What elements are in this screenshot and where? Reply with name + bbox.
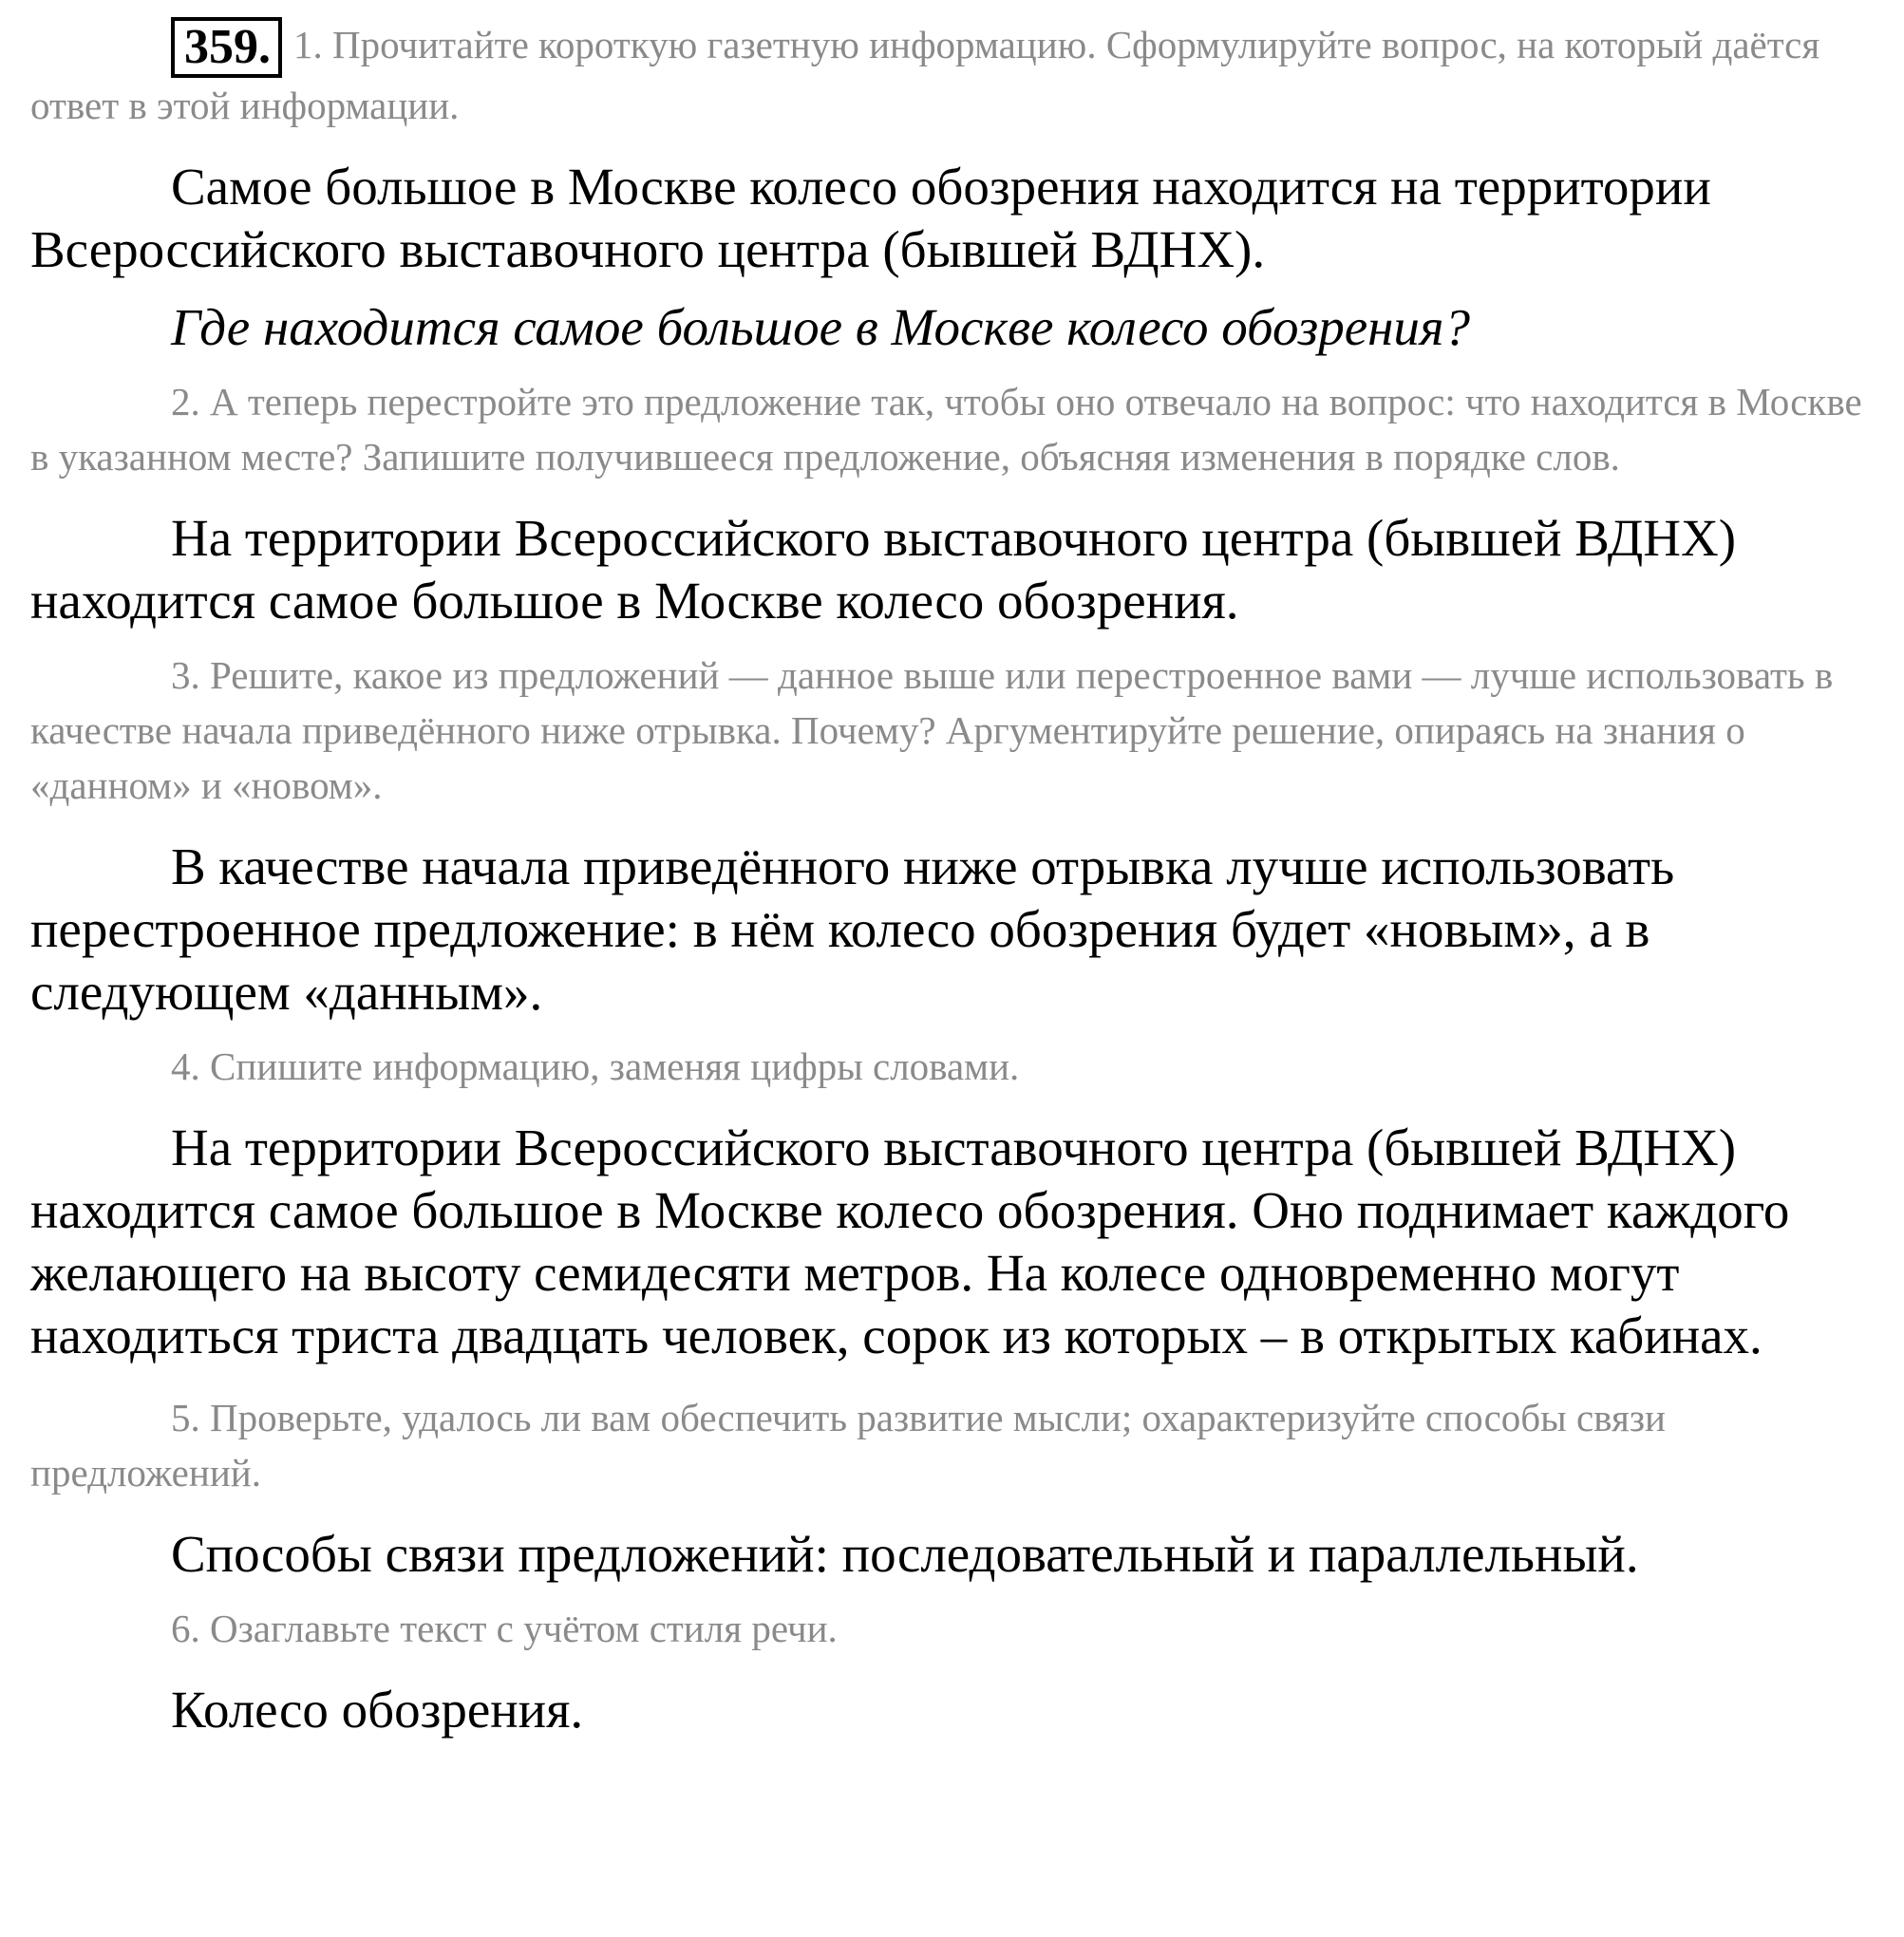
exercise-page <box>30 17 1882 1741</box>
answer-5: Способы связи предложений: последовательный и параллельный. <box>171 1525 1639 1583</box>
task-3: 3. Решите, какое из предложений — данное выше или перестроенное вами — лучше использовать в качестве начала приведённого ниже отрывка. Почему? Аргументируйте решение, опираясь на знания о «данном» и «новом». <box>30 653 1834 807</box>
task-5: 5. Проверьте, удалось ли вам обеспечить развитие мысли; охарактеризуйте способы связи предложений. <box>30 1396 1666 1495</box>
answer-4: На территории Всероссийского выставочного центра (бывшей ВДНХ) находится самое большое в Москве колесо обозрения. Оно поднимает каждого желающего на высоту семидесяти метров. На колесе одновременно могут находиться триста двадцать человек, сорок из которых – в открытых кабинах. <box>30 1119 1790 1364</box>
answer-1-question: Где находится самое большое в Москве колесо обозрения? <box>171 298 1470 356</box>
task-1 <box>30 17 1882 133</box>
answer-6: Колесо обозрения. <box>171 1681 584 1739</box>
answer-1-sentence: Самое большое в Москве колесо обозрения находится на территории Всероссийского выставочного центра (бывшей ВДНХ). <box>30 158 1711 278</box>
exercise-number-badge: 359. <box>171 17 282 78</box>
task-4: 4. Спишите информацию, заменяя цифры словами. <box>171 1044 1020 1088</box>
task-2: 2. А теперь перестройте это предложение так, чтобы оно отвечало на вопрос: что находится в Москве в указанном месте? Запишите получившееся предложение, объясняя изменения в порядке слов. <box>30 380 1862 479</box>
task-6: 6. Озаглавьте текст с учётом стиля речи. <box>171 1607 838 1650</box>
answer-2: На территории Всероссийского выставочного центра (бывшей ВДНХ) находится самое большое в Москве колесо обозрения. <box>30 509 1737 630</box>
answer-3: В качестве начала приведённого ниже отрывка лучше использовать перестроенное предложение: в нём колесо обозрения будет «новым», а в следующем «данным». <box>30 837 1675 1021</box>
task-1-text: 1. Прочитайте короткую газетную информацию. Сформулируйте вопрос, на который даётся ответ в этой информации. <box>30 23 1820 127</box>
